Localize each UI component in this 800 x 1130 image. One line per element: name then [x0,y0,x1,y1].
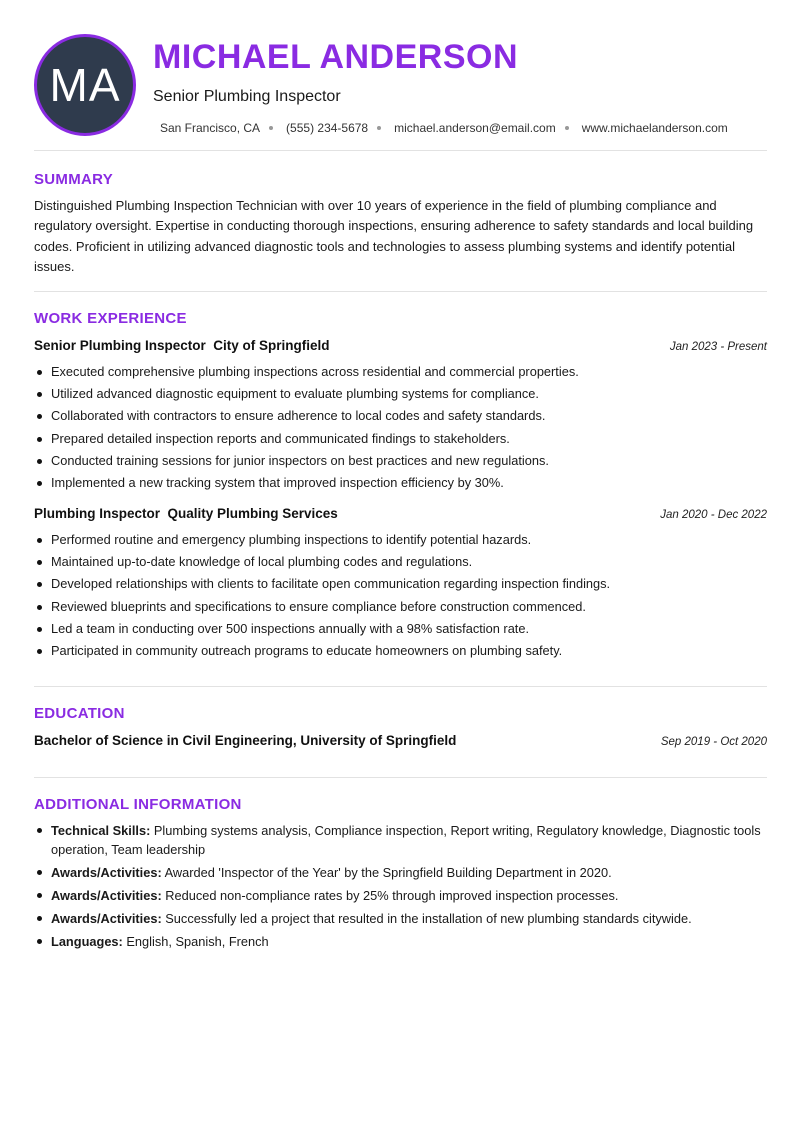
list-item: Executed comprehensive plumbing inspections across residential and commercial properties. [34,361,767,383]
divider [34,291,767,292]
list-item: Prepared detailed inspection reports and communicated findings to stakeholders. [34,428,767,450]
list-item: Developed relationships with clients to facilitate open communication regarding inspection findings. [34,573,767,595]
job-header [34,338,767,353]
additional-heading: ADDITIONAL INFORMATION [34,796,242,813]
item-label: Awards/Activities: [51,865,162,880]
divider [34,150,767,151]
education-degree: Bachelor of Science in Civil Engineering, University of Springfield [34,733,457,748]
item-text: English, Spanish, French [122,934,269,949]
divider [34,686,767,687]
list-item [34,932,767,951]
contact-bar [160,121,728,135]
contact-phone: (555) 234-5678 [286,121,369,135]
item-label: Technical Skills: [51,823,151,838]
separator-dot-icon [377,126,381,130]
summary-text: Distinguished Plumbing Inspection Technician with over 10 years of experience in the field of plumbing compliance and regulatory oversight. Expertise in conducting thorough inspections, ensuring adherence to safety standards and local building codes. Proficient in utilizing advanced diagnostic tools and technologies to assess plumbing systems and identify potential issues. [34,198,754,274]
education-heading: EDUCATION [34,705,125,722]
summary-heading: SUMMARY [34,171,114,188]
item-text: Successfully led a project that resulted in the installation of new plumbing standards citywide. [161,911,692,926]
list-item: Maintained up-to-date knowledge of local plumbing codes and regulations. [34,551,767,573]
list-item: Led a team in conducting over 500 inspections annually with a 98% satisfaction rate. [34,618,767,640]
list-item: Utilized advanced diagnostic equipment to evaluate plumbing systems for compliance. [34,383,767,405]
job-bullets [34,361,767,494]
avatar [34,34,136,136]
education-dates: Sep 2019 - Oct 2020 [660,736,767,748]
experience-heading: WORK EXPERIENCE [34,310,187,327]
job-header [34,506,767,521]
job-role: Senior Plumbing Inspector City of Springfield [34,338,330,353]
list-item: Implemented a new tracking system that improved inspection efficiency by 30%. [34,472,767,494]
list-item: Conducted training sessions for junior inspectors on best practices and new regulations. [34,450,767,472]
list-item: Collaborated with contractors to ensure adherence to local codes and safety standards. [34,405,767,427]
list-item [34,821,767,859]
item-label: Awards/Activities: [51,911,162,926]
additional-list [34,821,767,955]
item-label: Awards/Activities: [51,888,162,903]
item-label: Languages: [51,934,123,949]
divider [34,777,767,778]
education-entry [34,733,767,748]
list-item [34,863,767,882]
list-item: Participated in community outreach programs to educate homeowners on plumbing safety. [34,640,767,662]
avatar-initials: MA [49,59,121,111]
job-bullets [34,529,767,662]
job-dates: Jan 2020 - Dec 2022 [660,509,767,521]
item-text: Plumbing systems analysis, Compliance inspection, Report writing, Regulatory knowledge, Diagnostic tools operation, Team leadership [51,823,761,857]
item-text: Reduced non-compliance rates by 25% through improved inspection processes. [161,888,619,903]
contact-location: San Francisco, CA [160,121,261,135]
list-item: Performed routine and emergency plumbing inspections to identify potential hazards. [34,529,767,551]
list-item [34,886,767,905]
list-item: Reviewed blueprints and specifications to ensure compliance before construction commenced. [34,596,767,618]
job-role: Plumbing Inspector Quality Plumbing Services [34,506,338,521]
candidate-name: MICHAEL ANDERSON [153,38,519,76]
contact-website[interactable]: www.michaelanderson.com [581,121,728,135]
separator-dot-icon [269,126,273,130]
job-dates: Jan 2023 - Present [669,341,767,353]
item-text: Awarded 'Inspector of the Year' by the Springfield Building Department in 2020. [161,865,612,880]
list-item [34,909,767,928]
separator-dot-icon [565,126,569,130]
candidate-title: Senior Plumbing Inspector [153,88,341,105]
contact-email[interactable]: michael.anderson@email.com [394,121,556,135]
